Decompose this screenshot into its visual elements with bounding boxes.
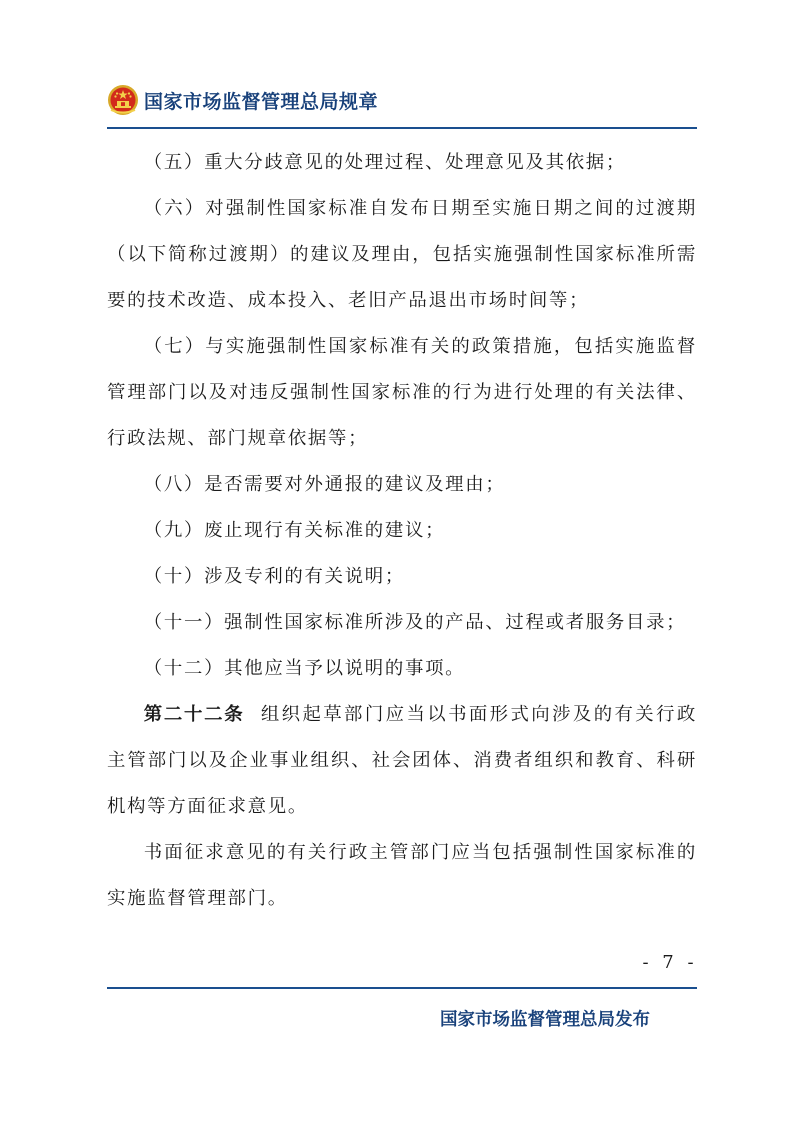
paragraph: 书面征求意见的有关行政主管部门应当包括强制性国家标准的实施监督管理部门。 bbox=[107, 842, 697, 909]
clause-item: （五）重大分歧意见的处理过程、处理意见及其依据； bbox=[143, 152, 626, 173]
footer-divider bbox=[107, 987, 697, 989]
clause-item: （八）是否需要对外通报的建议及理由； bbox=[143, 474, 506, 495]
clause-item: （九）废止现行有关标准的建议； bbox=[143, 520, 446, 541]
article-number: 第二十二条 bbox=[143, 704, 245, 725]
footer-publisher: 国家市场监督管理总局发布 bbox=[440, 1010, 650, 1030]
document-body bbox=[107, 140, 697, 922]
article-paragraph bbox=[107, 692, 697, 830]
clause-item: （十一）强制性国家标准所涉及的产品、过程或者服务目录； bbox=[143, 612, 687, 633]
clause-item: （十二）其他应当予以说明的事项。 bbox=[143, 658, 466, 679]
clause-item: （七）与实施强制性国家标准有关的政策措施，包括实施监督管理部门以及对违反强制性国家标准的行为进行处理的有关法律、行政法规、部门规章依据等； bbox=[107, 336, 697, 449]
clause-item: （六）对强制性国家标准自发布日期至实施日期之间的过渡期（以下简称过渡期）的建议及理由，包括实施强制性国家标准所需要的技术改造、成本投入、老旧产品退出市场时间等； bbox=[107, 198, 697, 311]
article-text: 组织起草部门应当以书面形式向涉及的有关行政主管部门以及企业事业组织、社会团体、消费者组织和教育、科研机构等方面征求意见。 bbox=[107, 704, 697, 817]
header-divider bbox=[107, 127, 697, 129]
page-header bbox=[107, 84, 697, 124]
clause-item: （十）涉及专利的有关说明； bbox=[143, 566, 405, 587]
page-number: - 7 - bbox=[642, 952, 698, 973]
national-emblem-icon bbox=[107, 84, 139, 116]
header-title: 国家市场监督管理总局规章 bbox=[144, 91, 379, 113]
